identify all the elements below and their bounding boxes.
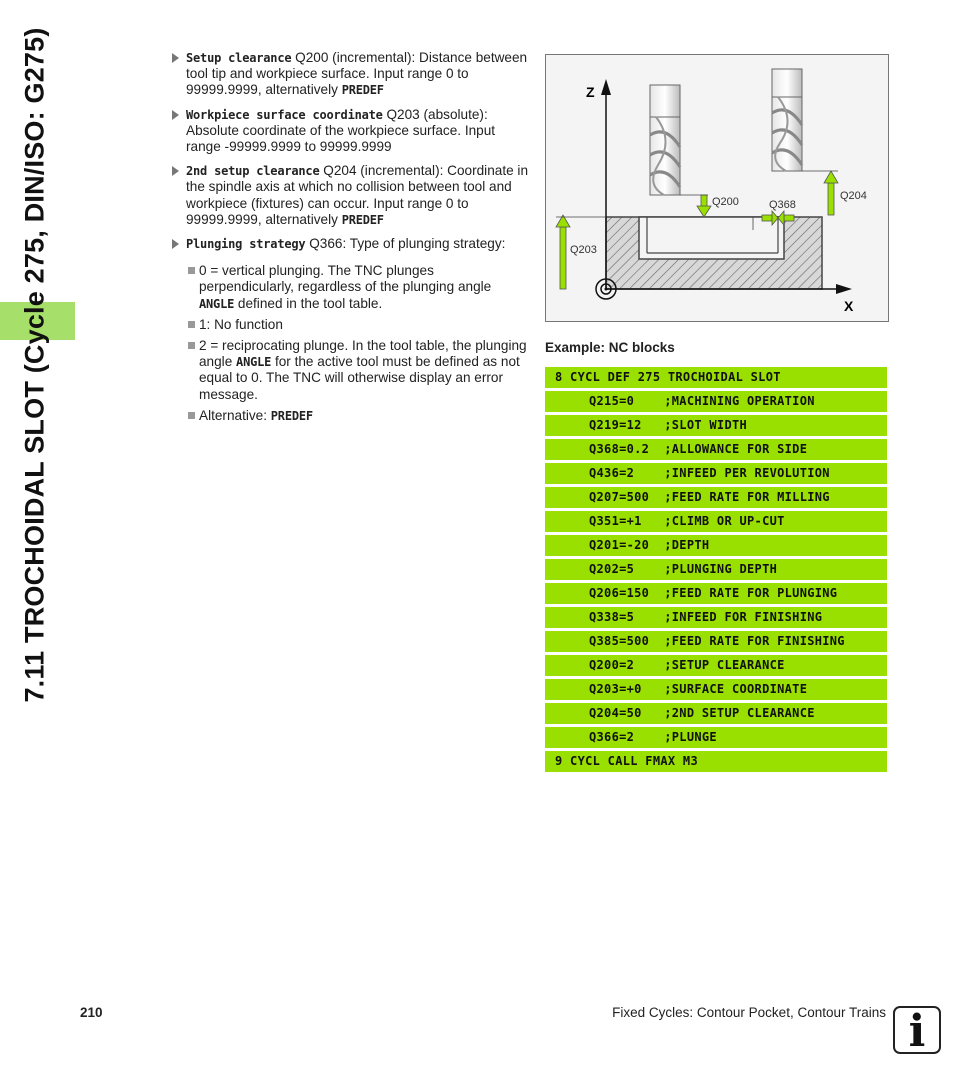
nc-block-row: Q203=+0 ;SURFACE COORDINATE [545, 679, 887, 700]
milling-tool-upper [772, 69, 802, 171]
nc-block-row: Q351=+1 ;CLIMB OR UP-CUT [545, 511, 887, 532]
param-2nd-setup-clearance [172, 163, 528, 228]
bullet-triangle-icon [172, 239, 179, 249]
option-text: Alternative: [199, 407, 271, 423]
chapter-title: 7.11 TROCHOIDAL SLOT (Cycle 275, DIN/ISO: G275) [19, 27, 50, 703]
bullet-triangle-icon [172, 53, 179, 63]
option-code: ANGLE [236, 355, 272, 370]
diagram-svg [546, 55, 888, 321]
nc-block-row: Q219=12 ;SLOT WIDTH [545, 415, 887, 436]
nc-block-row: Q366=2 ;PLUNGE [545, 727, 887, 748]
nc-block-row: Q385=500 ;FEED RATE FOR FINISHING [545, 631, 887, 652]
milling-tool-lower [650, 85, 680, 195]
param-tail-code: PREDEF [341, 212, 384, 227]
bullet-square-icon [188, 342, 195, 349]
param-workpiece-surface [172, 107, 528, 156]
option-code: PREDEF [270, 408, 313, 423]
nc-block-row: Q206=150 ;FEED RATE FOR PLUNGING [545, 583, 887, 604]
param-code: Setup clearance [186, 51, 292, 65]
q204-label: Q204 [840, 190, 867, 202]
info-icon [893, 1006, 941, 1057]
nc-block-row: 9 CYCL CALL FMAX M3 [545, 751, 887, 772]
option-reciprocating [172, 338, 528, 403]
bullet-square-icon [188, 412, 195, 419]
option-text: 0 = vertical plunging. The TNC plunges perpendicularly, regardless of the plunging angle [199, 263, 492, 295]
param-code: Workpiece surface coordinate [186, 107, 383, 122]
nc-block-row: Q202=5 ;PLUNGING DEPTH [545, 559, 887, 580]
nc-block-row: Q338=5 ;INFEED FOR FINISHING [545, 607, 887, 628]
param-tail-code: PREDEF [341, 83, 384, 98]
q368-label: Q368 [769, 199, 796, 211]
bullet-triangle-icon [172, 166, 179, 176]
nc-block-list [545, 367, 887, 775]
param-plunging-strategy [172, 236, 528, 252]
param-description: Q204 (incremental): Coordinate in the spindle axis at which no collision between tool and workpiece (fixtures) can occur. Input range 0 to 99999.9999, alternatively [186, 163, 529, 227]
option-text: for the active tool must be defined as not equal to 0. The TNC will otherwise display an error message. [199, 354, 520, 402]
example-heading: Example: NC blocks [545, 340, 675, 355]
option-alternative [172, 408, 528, 424]
nc-block-row: Q204=50 ;2ND SETUP CLEARANCE [545, 703, 887, 724]
option-vertical [172, 263, 528, 312]
param-description: Q366: Type of plunging strategy: [305, 236, 506, 252]
option-no-function [172, 317, 528, 333]
param-code: 2nd setup clearance [186, 164, 320, 179]
bullet-square-icon [188, 321, 195, 328]
nc-block-row: Q215=0 ;MACHINING OPERATION [545, 391, 887, 412]
z-axis-label: Z [586, 84, 595, 100]
option-code: ANGLE [199, 296, 235, 311]
bullet-triangle-icon [172, 110, 179, 120]
bullet-square-icon [188, 267, 195, 274]
nc-block-row: Q207=500 ;FEED RATE FOR MILLING [545, 487, 887, 508]
plunging-options [172, 263, 528, 424]
q200-label: Q200 [712, 196, 739, 208]
option-text: defined in the tool table. [234, 295, 383, 311]
param-description: Q200 (incremental): Distance between tool tip and workpiece surface. Input range 0 to 99999.9999, alternatively [186, 50, 528, 98]
x-axis-label: X [844, 298, 854, 314]
param-description: Q203 (absolute): Absolute coordinate of the workpiece surface. Input range -99999.9999 to 99999.9999 [186, 106, 496, 155]
nc-block-row: Q436=2 ;INFEED PER REVOLUTION [545, 463, 887, 484]
q203-label: Q203 [570, 244, 597, 256]
nc-block-row: Q368=0.2 ;ALLOWANCE FOR SIDE [545, 439, 887, 460]
footer-chapter: Fixed Cycles: Contour Pocket, Contour Trains [612, 1005, 886, 1020]
param-code: Plunging strategy [186, 237, 306, 252]
nc-block-row: 8 CYCL DEF 275 TROCHOIDAL SLOT [545, 367, 887, 388]
info-glyph: i [908, 1006, 926, 1057]
param-setup-clearance [172, 50, 528, 99]
option-text: 1: No function [199, 316, 283, 332]
parameter-list [172, 50, 528, 429]
page-number: 210 [80, 1005, 103, 1020]
nc-block-row: Q200=2 ;SETUP CLEARANCE [545, 655, 887, 676]
chapter-sidebar [0, 0, 69, 740]
slot-diagram [545, 54, 889, 322]
option-text: 2 = reciprocating plunge. In the tool table, the plunging angle [199, 338, 527, 370]
nc-block-row: Q201=-20 ;DEPTH [545, 535, 887, 556]
